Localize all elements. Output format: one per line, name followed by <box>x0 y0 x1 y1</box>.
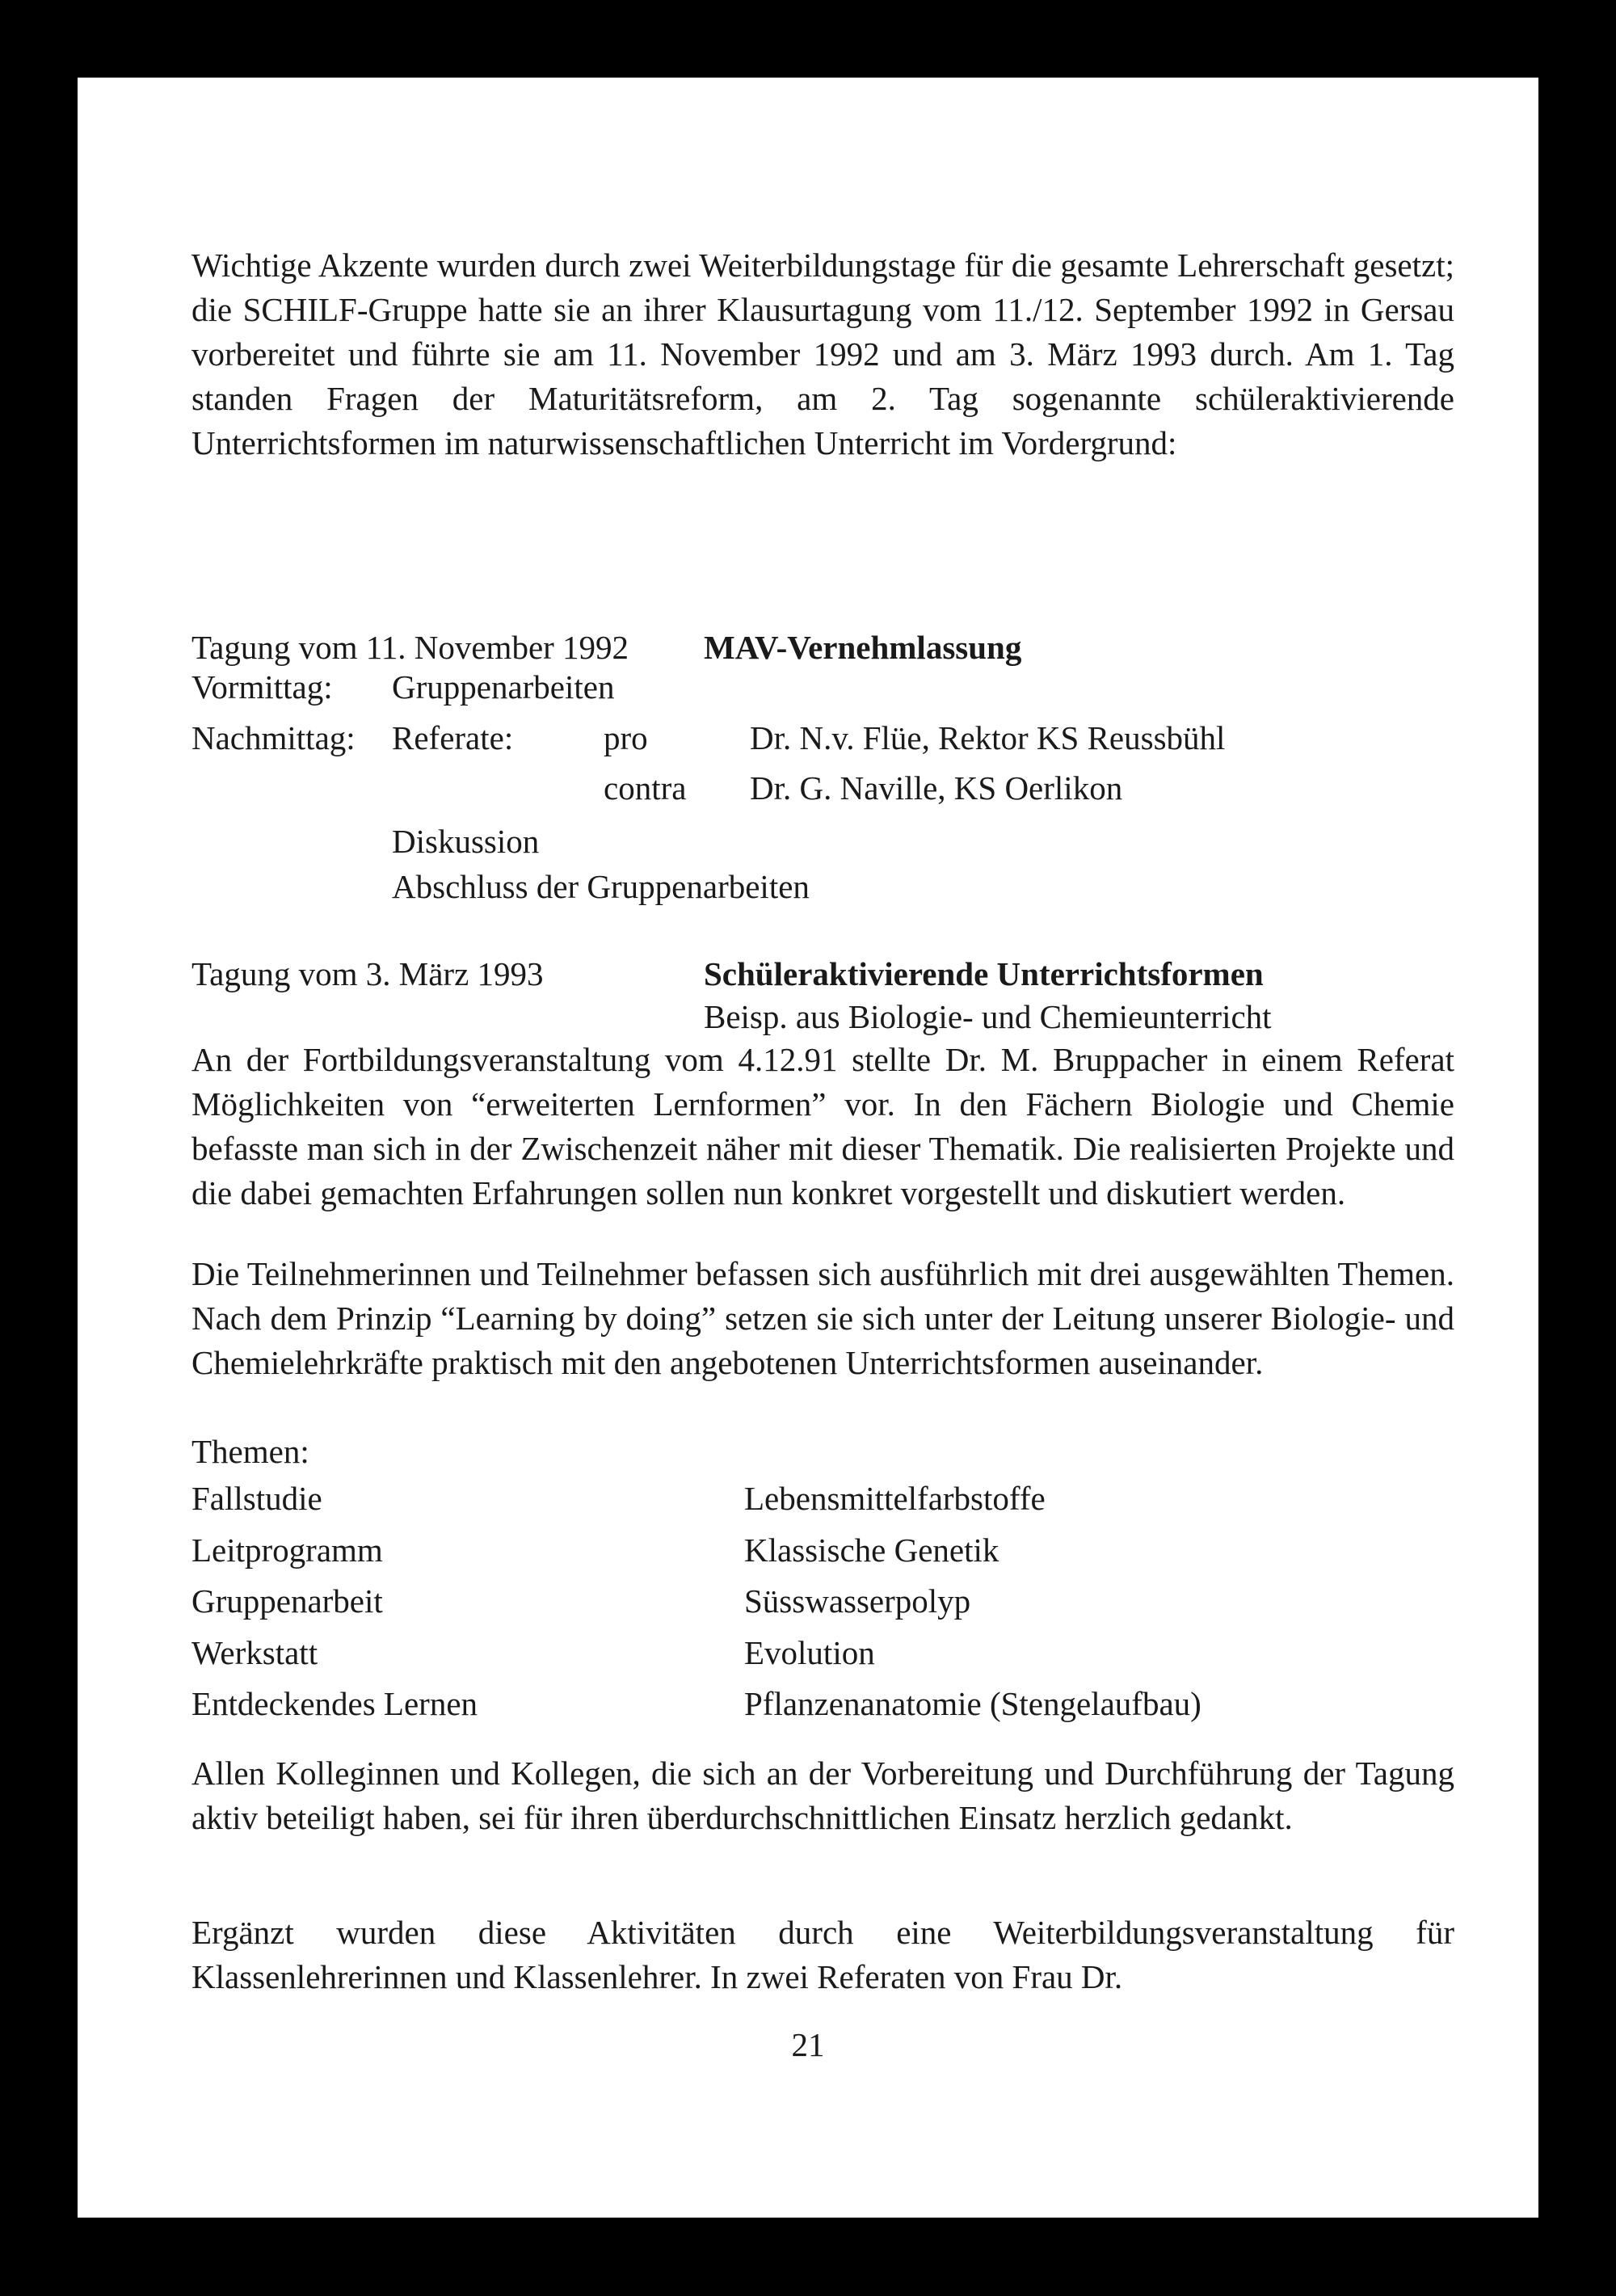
contra-speaker: Dr. G. Naville, KS Oerlikon <box>750 769 1123 807</box>
themen-topic: Süsswasserpolyp <box>744 1582 971 1620</box>
themen-topic: Pflanzenanatomie (Stengelaufbau) <box>744 1685 1201 1722</box>
thanks-paragraph: Allen Kolleginnen und Kollegen, die sich an der Vorbereitung und Durchführung der Tagung aktiv beteiligt haben, sei für ihren überdurchschnittlichen Einsatz herzlich gedankt. <box>191 1755 1454 1836</box>
closing-paragraph: Ergänzt wurden diese Aktivitäten durch eine Weiterbildungsveranstaltung für Klassenlehrerinnen und Klassenlehrer. In zwei Referaten von Frau Dr. <box>191 1914 1454 1995</box>
referate-label: Referate: <box>392 719 514 756</box>
tagung2-paragraph2: Die Teilnehmerinnen und Teilnehmer befassen sich ausführlich mit drei ausgewählten Themen. Nach dem Prinzip “Learning by doing” setzen sie sich unter der Leitung unserer Biologie- und Chemielehrkräfte praktisch mit den angebotenen Unterrichtsformen auseinander. <box>191 1255 1454 1381</box>
themen-topic: Lebensmittelfarbstoffe <box>744 1480 1046 1517</box>
vormittag-value: Gruppenarbeiten <box>392 668 615 706</box>
themen-label: Themen: <box>191 1433 309 1470</box>
tagung2-paragraph1: An der Fortbildungsveranstaltung vom 4.12.91 stellte Dr. M. Bruppacher in einem Referat Möglichkeiten von “erweiterten Lernformen” vor. In den Fächern Biologie und Chemie befasste man sich in der Zwischenzeit näher mit dieser Thematik. Die realisierten Projekte und die dabei gemachten Erfahrungen sollen nun konkret vorgestellt und diskutiert werden. <box>191 1041 1454 1211</box>
pro-label: pro <box>604 719 648 756</box>
themen-form: Leitprogramm <box>191 1531 383 1569</box>
themen-form: Gruppenarbeit <box>191 1582 383 1620</box>
document-page <box>78 78 1538 2218</box>
intro-paragraph: Wichtige Akzente wurden durch zwei Weiterbildungstage für die gesamte Lehrerschaft gesetzt; die SCHILF-Gruppe hatte sie an ihrer Klausurtagung vom 11./12. September 1992 in Gersau vorbereitet und führte sie am 11. November 1992 und am 3. März 1993 durch. Am 1. Tag standen Fragen der Maturitätsreform, am 2. Tag sogenannte schüleraktivierende Unterrichtsformen im naturwissenschaftlichen Unterricht im Vordergrund: <box>191 246 1454 461</box>
tagung1-label: Tagung vom 11. November 1992 <box>191 629 629 666</box>
nachmittag-label: Nachmittag: <box>191 719 356 756</box>
page-number: 21 <box>791 2026 825 2063</box>
themen-form: Werkstatt <box>191 1634 318 1671</box>
tagung2-subtitle: Beisp. aus Biologie- und Chemieunterricht <box>704 998 1272 1035</box>
themen-form: Entdeckendes Lernen <box>191 1685 478 1722</box>
themen-topic: Evolution <box>744 1634 875 1671</box>
tagung2-label: Tagung vom 3. März 1993 <box>191 955 544 992</box>
abschluss: Abschluss der Gruppenarbeiten <box>392 868 810 905</box>
themen-topic: Klassische Genetik <box>744 1531 999 1569</box>
vormittag-label: Vormittag: <box>191 668 333 706</box>
themen-form: Fallstudie <box>191 1480 322 1517</box>
tagung2-title: Schüleraktivierende Unterrichtsformen <box>704 955 1264 992</box>
pro-speaker: Dr. N.v. Flüe, Rektor KS Reussbühl <box>750 719 1226 756</box>
contra-label: contra <box>604 769 687 807</box>
tagung1-title: MAV-Vernehmlassung <box>704 629 1022 666</box>
diskussion: Diskussion <box>392 823 540 860</box>
